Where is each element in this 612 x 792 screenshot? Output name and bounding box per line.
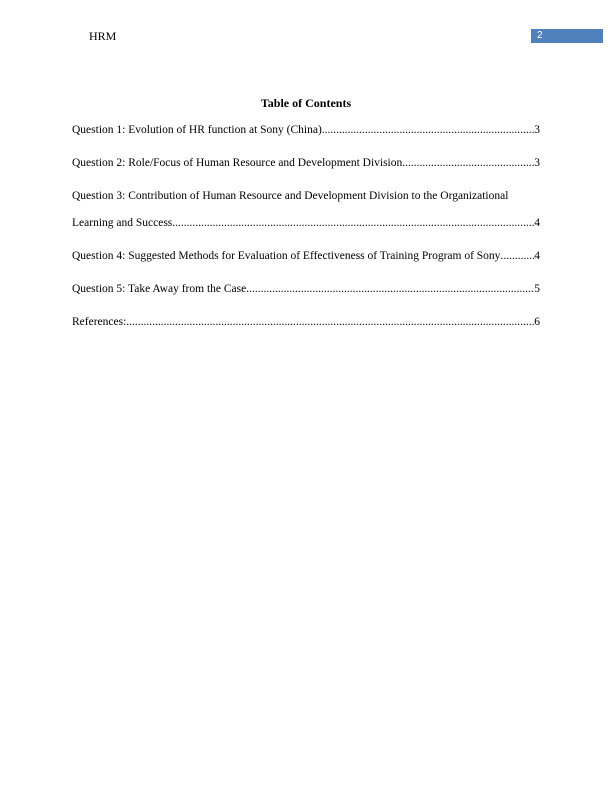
- toc-dot-leader: [402, 156, 534, 170]
- toc-entry-text: Question 2: Role/Focus of Human Resource and Development Division: [72, 157, 403, 169]
- toc-entry-question-1[interactable]: [72, 123, 540, 137]
- toc-entry-page: 3: [534, 157, 540, 169]
- toc-dot-leader: [500, 249, 534, 263]
- toc-entry-page: 6: [534, 316, 540, 328]
- toc-dot-leader: [246, 282, 534, 296]
- toc-entry-question-3[interactable]: [72, 216, 540, 230]
- toc-dot-leader: [126, 315, 534, 329]
- toc-entry-page: 3: [534, 124, 540, 136]
- toc-entry-text: Learning and Success: [72, 217, 173, 229]
- toc-entry-text: Question 4: Suggested Methods for Evaluation of Effectiveness of Training Program of Sony: [72, 250, 501, 262]
- toc-entry-page: 4: [534, 250, 540, 262]
- toc-entry-question-3-line1[interactable]: Question 3: Contribution of Human Resource and Development Division to the Organizational: [72, 190, 509, 202]
- page-number-badge: 2: [531, 29, 603, 43]
- toc-entry-page: 4: [534, 217, 540, 229]
- running-header-title: HRM: [89, 29, 117, 43]
- toc-title: Table of Contents: [260, 96, 352, 110]
- toc-entry-page: 5: [534, 283, 540, 295]
- toc-dot-leader: [322, 123, 534, 137]
- toc-entry-text: References:: [72, 316, 127, 328]
- toc-entry-question-2[interactable]: [72, 156, 540, 170]
- toc-entry-question-4[interactable]: [72, 249, 540, 263]
- toc-entry-references[interactable]: [72, 315, 540, 329]
- toc-entry-text: Question 5: Take Away from the Case: [72, 283, 247, 295]
- toc-entry-text: Question 1: Evolution of HR function at Sony (China): [72, 124, 322, 136]
- toc-entry-question-5[interactable]: [72, 282, 540, 296]
- toc-dot-leader: [172, 216, 534, 230]
